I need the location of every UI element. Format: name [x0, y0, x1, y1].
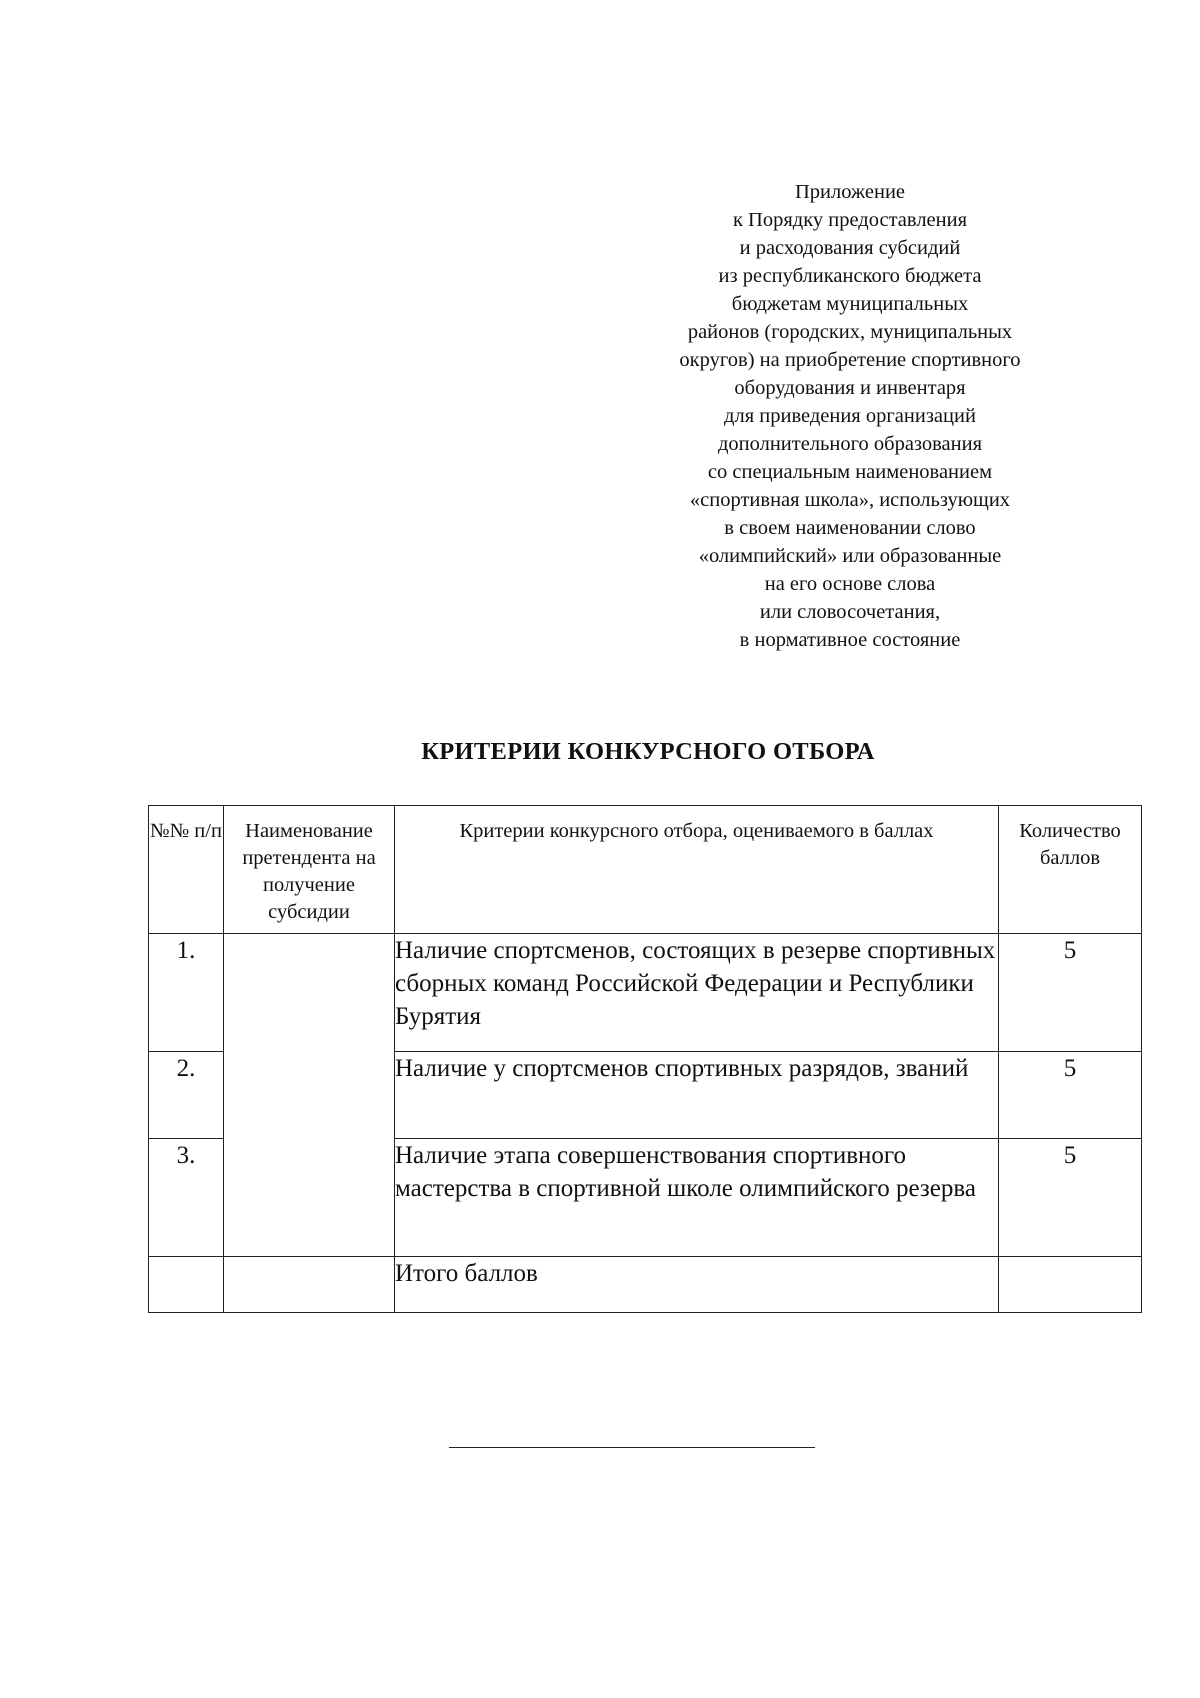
table-row	[149, 934, 1142, 1052]
row-number: 2.	[149, 1052, 224, 1139]
appendix-line: дополнительного образования	[717, 433, 983, 455]
appendix-line: для приведения организаций	[724, 405, 976, 427]
total-number-cell	[149, 1257, 224, 1313]
score-value: 5	[999, 934, 1142, 1052]
score-value: 5	[999, 1139, 1142, 1257]
applicant-name-cell	[224, 934, 395, 1257]
document-title: КРИТЕРИИ КОНКУРСНОГО ОТБОРА	[421, 738, 875, 765]
criterion-text: Наличие спортсменов, состоящих в резерве спортивных сборных команд Российской Федерации и Республики Бурятия	[395, 934, 999, 1052]
appendix-line: оборудования и инвентаря	[734, 377, 966, 399]
appendix-line: округов) на приобретение спортивного	[679, 349, 1021, 371]
score-value: 5	[999, 1052, 1142, 1139]
appendix-line: со специальным наименованием	[707, 461, 993, 483]
appendix-line: на его основе слова	[764, 573, 936, 595]
appendix-line: или словосочетания,	[759, 601, 941, 623]
appendix-line: «олимпийский» или образованные	[698, 545, 1002, 567]
row-number: 1.	[149, 934, 224, 1052]
total-label: Итого баллов	[395, 1257, 999, 1313]
appendix-line: «спортивная школа», использующих	[689, 489, 1011, 511]
header-score: Количество баллов	[999, 806, 1142, 934]
total-name-cell	[224, 1257, 395, 1313]
table-header-row	[149, 806, 1142, 934]
criterion-text: Наличие этапа совершенствования спортивного мастерства в спортивной школе олимпийского резерва	[395, 1139, 999, 1257]
end-divider-line	[449, 1447, 815, 1448]
appendix-line: из республиканского бюджета	[718, 265, 982, 287]
row-number: 3.	[149, 1139, 224, 1257]
appendix-line: к Порядку предоставления	[732, 209, 968, 231]
appendix-line: в нормативное состояние	[739, 629, 961, 651]
total-row	[149, 1257, 1142, 1313]
appendix-line: в своем наименовании слово	[724, 517, 976, 539]
appendix-header	[640, 178, 1060, 654]
criteria-table	[148, 805, 1142, 1313]
appendix-line: и расходования субсидий	[739, 237, 961, 259]
appendix-line: Приложение	[794, 181, 906, 203]
total-score-cell	[999, 1257, 1142, 1313]
header-number: №№ п/п	[149, 806, 224, 934]
criterion-text: Наличие у спортсменов спортивных разрядов, званий	[395, 1052, 999, 1139]
header-applicant-name: Наименование претендента на получение субсидии	[224, 806, 395, 934]
header-criteria: Критерии конкурсного отбора, оцениваемого в баллах	[395, 806, 999, 934]
appendix-line: районов (городских, муниципальных	[687, 321, 1013, 343]
appendix-line: бюджетам муниципальных	[731, 293, 969, 315]
